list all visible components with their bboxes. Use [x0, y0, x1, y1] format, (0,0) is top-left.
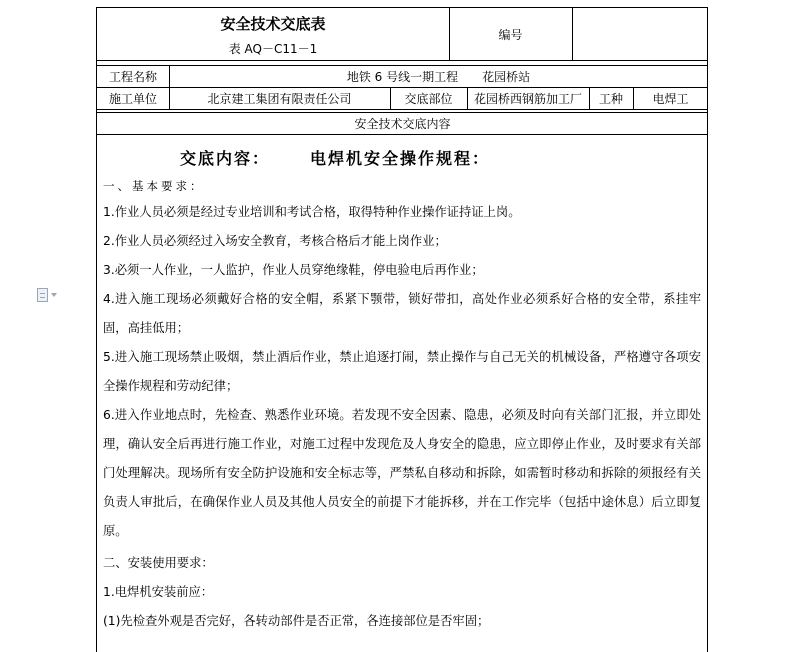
heading-prefix: 交底内容： [180, 149, 271, 168]
project-name-label: 工程名称 [108, 69, 157, 84]
construction-unit-value: 北京建工集团有限责任公司 [207, 91, 352, 106]
disclosure-part-label: 交底部位 [404, 91, 453, 106]
form-title: 安全技术交底表 [220, 14, 326, 33]
trade-label: 工种 [598, 91, 623, 106]
project-name-value: 地铁 6 号线一期工程 花园桥站 [346, 69, 531, 84]
number-label: 编号 [498, 27, 523, 42]
page-marker-icon[interactable] [37, 287, 63, 303]
paragraph-1: 1.作业人员必须是经过专业培训和考试合格，取得特种作业操作证持证上岗。 [103, 205, 521, 219]
disclosure-part-value: 花园桥西钢筋加工厂 [473, 91, 582, 106]
form-number: 表 AQ－C11－1 [228, 41, 318, 56]
section-1-title: 一、基本要求： [103, 179, 205, 193]
section-2-item-1: 1.电焊机安装前应： [103, 585, 214, 599]
paragraph-3: 3.必须一人作业，一人监护，作业人员穿绝缘鞋，停电验电后再作业； [103, 263, 484, 277]
section-2-item-2: (1)先检查外观是否完好，各转动部件是否正常，各连接部位是否牢固； [103, 614, 490, 628]
document-icon [37, 288, 48, 302]
heading-title: 电焊机安全操作规程： [310, 149, 491, 168]
safety-disclosure-form [96, 7, 708, 652]
chevron-down-icon [51, 293, 57, 297]
construction-unit-label: 施工单位 [108, 91, 157, 106]
paragraph-5: 5.进入施工现场禁止吸烟，禁止酒后作业，禁止追逐打闹，禁止操作与自己无关的机械设备，严格遵守各项安全操作规程和劳动纪律； [103, 350, 701, 393]
section-2-title: 二、安装使用要求： [103, 556, 214, 570]
trade-value: 电焊工 [652, 91, 689, 106]
paragraph-4: 4.进入施工现场必须戴好合格的安全帽，系紧下颚带，锁好带扣，高处作业必须系好合格的安全带，系挂牢固，高挂低用； [103, 292, 701, 335]
paragraph-6: 6.进入作业地点时，先检查、熟悉作业环境。若发现不安全因素、隐患，必须及时向有关部门汇报，并立即处理，确认安全后再进行施工作业，对施工过程中发现危及人身安全的隐患，应立即停止作业，及时要求有关部门处理解决。现场所有安全防护设施和安全标志等，严禁私自移动和拆除，如需暂时移动和拆除的须报经有关负责人审批后，在确保作业人员及其他人员安全的前提下才能拆移，并在工作完毕（包括中途休息）后立即复原。 [103, 408, 701, 538]
number-value[interactable] [572, 8, 708, 60]
content-section-label: 安全技术交底内容 [354, 116, 451, 131]
paragraph-2: 2.作业人员必须经过入场安全教育，考核合格后才能上岗作业； [103, 234, 447, 248]
